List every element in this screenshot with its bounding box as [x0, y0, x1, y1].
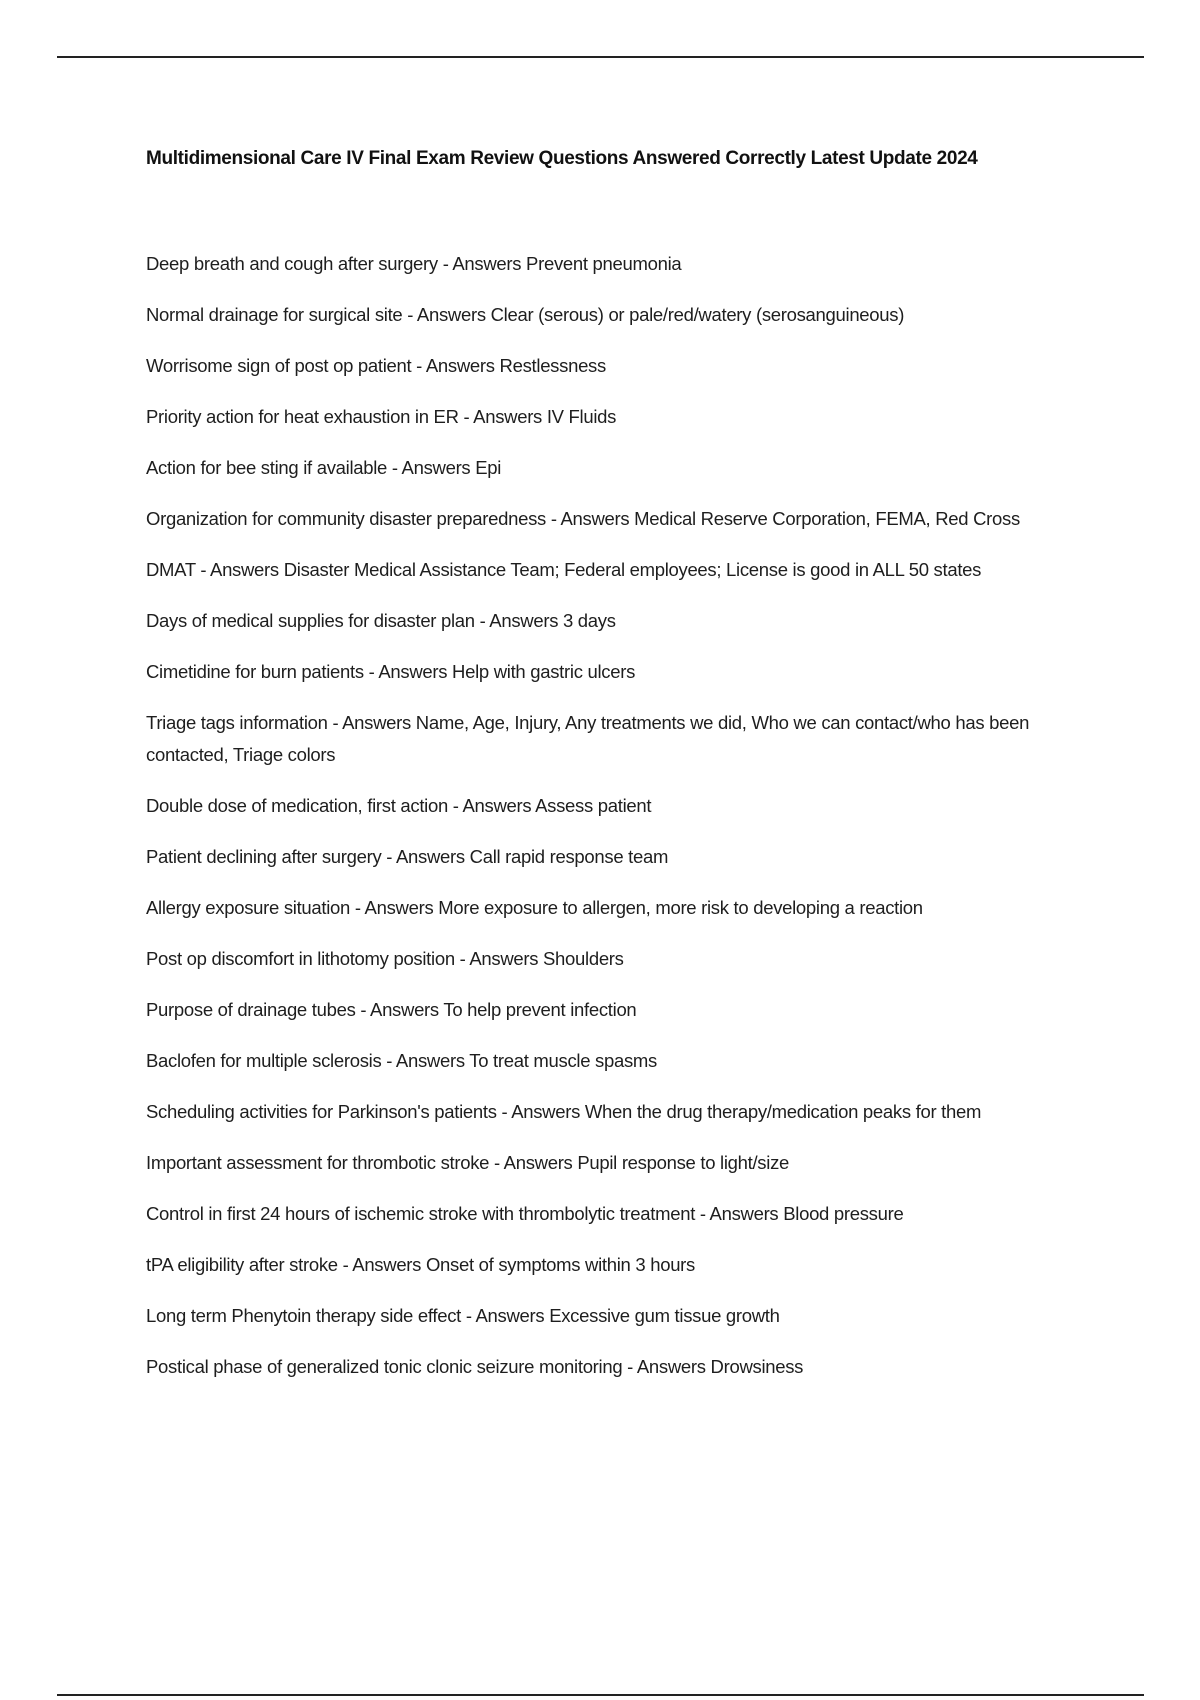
qa-item: Deep breath and cough after surgery - Answers Prevent pneumonia	[146, 253, 682, 274]
document-title: Multidimensional Care IV Final Exam Review Questions Answered Correctly Latest Update 2024	[146, 148, 978, 169]
qa-item: Postical phase of generalized tonic clonic seizure monitoring - Answers Drowsiness	[146, 1356, 804, 1377]
bottom-divider	[57, 1694, 1144, 1696]
qa-item: Action for bee sting if available - Answers Epi	[146, 457, 502, 478]
qa-item: Worrisome sign of post op patient - Answers Restlessness	[146, 355, 606, 376]
qa-item: Important assessment for thrombotic stroke - Answers Pupil response to light/size	[146, 1152, 790, 1173]
qa-item: Scheduling activities for Parkinson's patients - Answers When the drug therapy/medication peaks for them	[146, 1101, 982, 1122]
qa-list	[146, 248, 1086, 1402]
qa-item: Days of medical supplies for disaster plan - Answers 3 days	[146, 610, 616, 631]
qa-item: Post op discomfort in lithotomy position - Answers Shoulders	[146, 948, 624, 969]
qa-item: Cimetidine for burn patients - Answers Help with gastric ulcers	[146, 661, 636, 682]
qa-item: tPA eligibility after stroke - Answers Onset of symptoms within 3 hours	[146, 1254, 695, 1275]
qa-item: Priority action for heat exhaustion in ER - Answers IV Fluids	[146, 406, 617, 427]
qa-item: Control in first 24 hours of ischemic stroke with thrombolytic treatment - Answers Blood pressure	[146, 1203, 904, 1224]
qa-item: Triage tags information - Answers Name, Age, Injury, Any treatments we did, Who we can contact/who has been contacted, Triage colors	[146, 712, 1030, 765]
qa-item: Organization for community disaster preparedness - Answers Medical Reserve Corporation, FEMA, Red Cross	[146, 508, 1020, 529]
qa-item: Double dose of medication, first action - Answers Assess patient	[146, 795, 652, 816]
qa-item: Baclofen for multiple sclerosis - Answers To treat muscle spasms	[146, 1050, 657, 1071]
qa-item: Purpose of drainage tubes - Answers To help prevent infection	[146, 999, 637, 1020]
qa-item: Normal drainage for surgical site - Answers Clear (serous) or pale/red/watery (serosanguineous)	[146, 304, 905, 325]
qa-item: Long term Phenytoin therapy side effect - Answers Excessive gum tissue growth	[146, 1305, 780, 1326]
qa-item: Allergy exposure situation - Answers More exposure to allergen, more risk to developing a reaction	[146, 897, 923, 918]
qa-item: DMAT - Answers Disaster Medical Assistance Team; Federal employees; License is good in ALL 50 states	[146, 559, 982, 580]
top-divider	[57, 56, 1144, 58]
qa-item: Patient declining after surgery - Answers Call rapid response team	[146, 846, 669, 867]
